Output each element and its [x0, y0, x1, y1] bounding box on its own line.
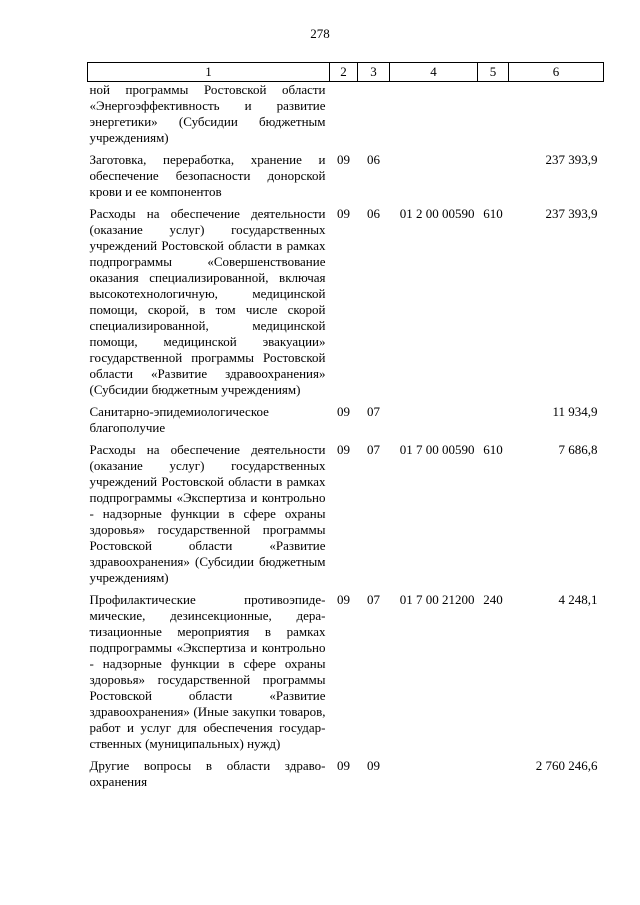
row-target-code: 01 2 00 00590: [399, 206, 475, 221]
row-expense-type: [478, 758, 509, 796]
row-section: 09: [337, 592, 350, 607]
row-name: Профилактические противоэпидемические, дезинсекционные, дератизационные мероприятия в рамках подпрограммы «Экспертиза и контрольно - надзорные функции в сфере охраны здоровья» государственной программы Ростовской области «Развитие здравоохранения» (Иные закупки товаров, работ и услуг для обеспечения государственных (муниципальных) нужд): [89, 592, 326, 751]
row-name: Расходы на обеспечение деятельности (оказание услуг) государственных учреждений Ростовской области в рамках подпрограммы «Экспертиза и контрольно - надзорные функции в сфере охраны здоровья» государственной программы Ростовской области «Развитие здравоохранения» (Субсидии бюджетным учреждениям): [89, 442, 326, 585]
header-col-1: 1: [88, 63, 330, 82]
row-subsection: 07: [367, 592, 380, 607]
row-target-code: [390, 152, 478, 206]
row-sum: 11 934,9: [552, 404, 598, 419]
row-name: ной программы Ростовской области «Энергоэффективность и развитие энергетики» (Субсидии бюджетным учреждениям): [89, 82, 326, 145]
row-subsection: 09: [367, 758, 380, 773]
header-col-2: 2: [330, 63, 358, 82]
row-section: 09: [337, 758, 350, 773]
row-sum: 2 760 246,6: [535, 758, 598, 773]
table-row: [88, 592, 604, 758]
row-sum: 4 248,1: [558, 592, 598, 607]
row-target-code: 01 7 00 00590: [399, 442, 475, 457]
header-col-3: 3: [358, 63, 390, 82]
row-subsection: 06: [367, 206, 380, 221]
page-number: 278: [310, 26, 330, 41]
table-row: [88, 152, 604, 206]
table-row: [88, 758, 604, 796]
header-col-4: 4: [390, 63, 478, 82]
row-subsection: 06: [367, 152, 380, 167]
row-target-code: 01 7 00 21200: [399, 592, 475, 607]
row-sum: 237 393,9: [545, 152, 598, 167]
header-col-6: 6: [509, 63, 604, 82]
budget-table: [87, 62, 604, 796]
row-target-code: [390, 758, 478, 796]
row-sum: 7 686,8: [558, 442, 598, 457]
row-name: Заготовка, переработка, хранение и обеспечение безопасности донорской крови и ее компонентов: [89, 152, 326, 199]
row-subsection: 07: [367, 442, 380, 457]
row-expense-type: 610: [483, 442, 503, 457]
row-expense-type: 610: [483, 206, 503, 221]
table-row: [88, 206, 604, 404]
table-row: [88, 404, 604, 442]
table-header-row: [88, 63, 604, 82]
row-section: 09: [337, 404, 350, 419]
row-name: Другие вопросы в области здравоохранения: [89, 758, 326, 789]
table-row-continuation: [88, 82, 604, 153]
row-section: 09: [337, 206, 350, 221]
header-col-5: 5: [478, 63, 509, 82]
table-row: [88, 442, 604, 592]
row-target-code: [390, 404, 478, 442]
row-section: 09: [337, 442, 350, 457]
row-section: 09: [337, 152, 350, 167]
row-subsection: 07: [367, 404, 380, 419]
row-name: Расходы на обеспечение деятельности (оказание услуг) государственных учреждений Ростовской области в рамках подпрограммы «Совершенствование оказания специализированной, включая высокотехнологичную, медицинской помощи, скорой, в том числе скорой специализированной, медицинской помощи, медицинской эвакуации» государственной программы Ростовской области «Развитие здравоохранения» (Субсидии бюджетным учреждениям): [89, 206, 326, 397]
row-sum: 237 393,9: [545, 206, 598, 221]
row-name: Санитарно-эпидемиологическое благополучие: [89, 404, 269, 435]
row-expense-type: 240: [483, 592, 503, 607]
row-expense-type: [478, 404, 509, 442]
row-expense-type: [478, 152, 509, 206]
